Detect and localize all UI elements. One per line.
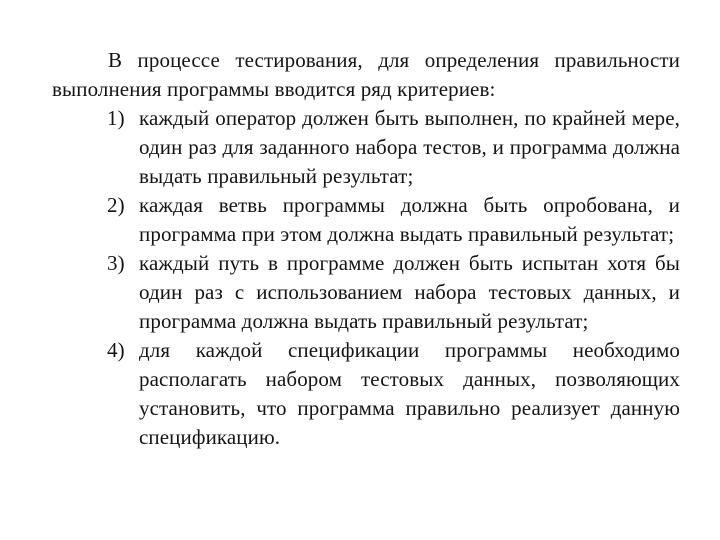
list-item (52, 104, 680, 191)
list-item-number: 4) (107, 338, 125, 362)
list-item-text: каждый путь в программе должен быть испытан хотя бы один раз с использованием набора тестовых данных, и программа должна выдать правильный результат; (139, 251, 680, 333)
list-item (52, 249, 680, 336)
list-item (52, 336, 680, 452)
intro-paragraph: В процессе тестирования, для определения правильности выполнения программы вводится ряд критериев: (52, 48, 680, 101)
list-item-text: каждая ветвь программы должна быть опробована, и программа при этом должна выдать правильный результат; (139, 193, 680, 246)
list-item-number: 3) (107, 251, 125, 275)
list-item-number: 2) (107, 193, 125, 217)
list-item-text: каждый оператор должен быть выполнен, по крайней мере, один раз для заданного набора тестов, и программа должна выдать правильный результат; (139, 106, 680, 188)
list-item (52, 191, 680, 249)
list-item-text: для каждой спецификации программы необходимо располагать набором тестовых данных, позволяющих установить, что программа правильно реализует данную спецификацию. (139, 338, 680, 449)
list-item-number: 1) (107, 106, 125, 130)
document-body (52, 46, 680, 452)
criteria-list (52, 104, 680, 452)
